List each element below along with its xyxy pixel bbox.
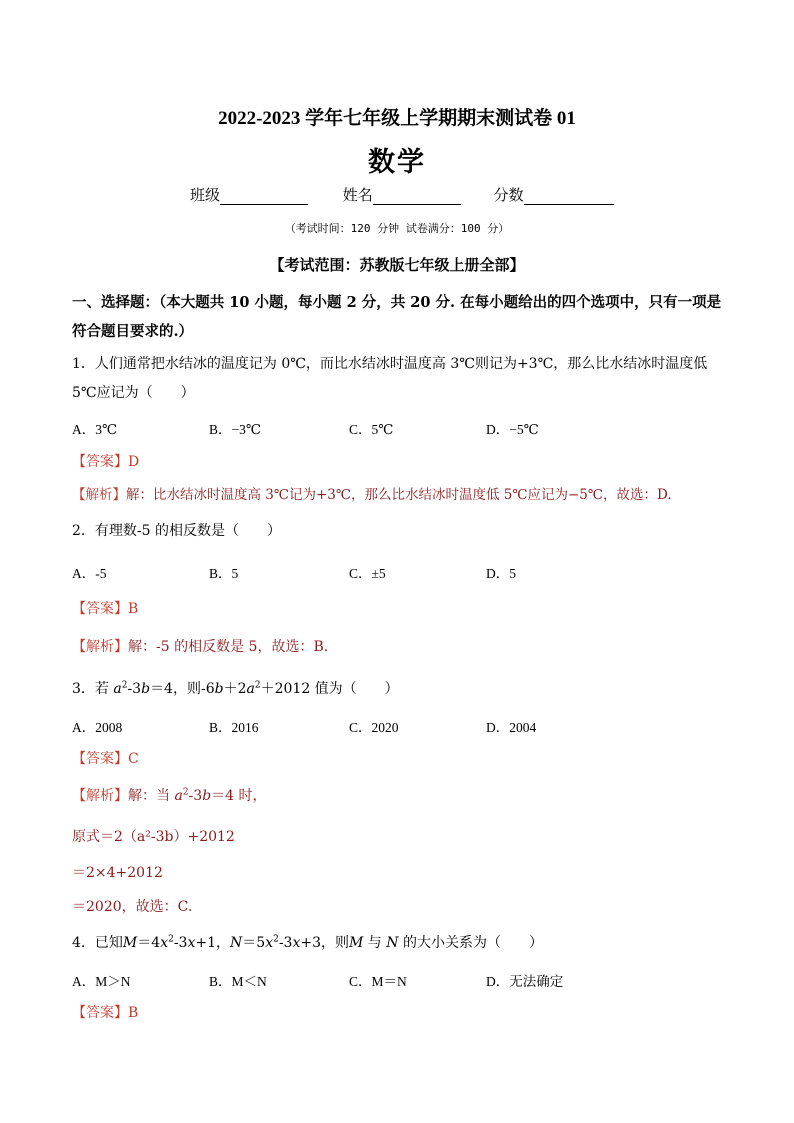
answer-label: 【答案】 <box>72 751 128 767</box>
q3-option-a: A．2008 <box>72 720 123 735</box>
q3-analysis-line-2: ＝2×4+2012 <box>72 865 163 881</box>
analysis-text: 解：比水结冰时温度高 3℃记为+3℃，那么比水结冰时温度低 5℃应记为−5℃，故选：D. <box>126 487 672 503</box>
analysis-label: 【解析】 <box>72 487 126 503</box>
stem-text: 4．已知 <box>72 935 123 951</box>
question-1-stem: 1．人们通常把水结冰的温度记为 0℃，而比水结冰时温度高 3℃则记为+3℃，那么比水结冰时温度低 5℃应记为（ ） <box>72 356 708 401</box>
exponent: 2 <box>121 680 128 691</box>
name-blank <box>373 188 461 205</box>
stem-text: +1， <box>195 935 231 951</box>
q3-analysis-line-3: ＝2020，故选：C. <box>72 899 193 915</box>
question-4-stem <box>72 932 543 952</box>
name-field <box>343 184 461 205</box>
q1-answer <box>72 451 139 471</box>
q2-option-b: B．5 <box>209 566 239 581</box>
analysis-fragment: ＝4 时， <box>211 788 267 804</box>
var-b: b <box>214 681 224 697</box>
q4-option-a: A．M＞N <box>72 974 131 989</box>
var-a: a <box>174 788 183 804</box>
stem-text: 3．若 <box>72 681 114 697</box>
q4-option-c: C．M＝N <box>349 974 407 989</box>
question-2-stem: 2．有理数-5 的相反数是（ ） <box>72 523 281 539</box>
q1-option-a: A．3℃ <box>72 422 118 437</box>
exponent: 2 <box>182 787 189 798</box>
answer-value: B <box>128 601 139 617</box>
stem-text: ＋2 <box>223 681 247 697</box>
stem-text: ＋2012 值为（ ） <box>260 681 399 697</box>
q2-analysis <box>72 636 328 656</box>
section-heading: 一、选择题：（本大题共 10 小题，每小题 2 分，共 20 分. 在每小题给出的四个选项中，只有一项是符合题目要求的.） <box>72 294 722 340</box>
answer-label: 【答案】 <box>72 454 128 470</box>
stem-text: ＝4 <box>137 935 161 951</box>
q1-option-c: C．5℃ <box>349 422 394 437</box>
q3-analysis <box>72 785 267 805</box>
var-x: x <box>187 935 196 951</box>
score-label: 分数 <box>493 186 524 204</box>
var-x: x <box>292 935 301 951</box>
q2-answer <box>72 598 138 618</box>
var-m: M <box>349 935 364 951</box>
q4-option-d: D．无法确定 <box>486 974 564 989</box>
score-blank <box>524 188 614 205</box>
q1-option-d: D．−5℃ <box>486 422 539 437</box>
class-blank <box>220 188 308 205</box>
var-a: a <box>246 681 255 697</box>
student-info-fields <box>190 184 614 205</box>
answer-value: D <box>128 454 140 470</box>
analysis-fragment: -3 <box>188 788 203 804</box>
stem-text: 与 <box>363 935 387 951</box>
q1-option-b: B．−3℃ <box>209 422 261 437</box>
class-label: 班级 <box>190 186 221 204</box>
var-b: b <box>202 788 212 804</box>
stem-text: -3 <box>173 935 188 951</box>
var-m: M <box>122 935 138 951</box>
subject-title: 数学 <box>368 147 426 178</box>
stem-text: ＝5 <box>242 935 266 951</box>
stem-text: ＝4，则-6 <box>150 681 215 697</box>
var-a: a <box>113 681 122 697</box>
exam-note: （考试时间：120 分钟 试卷满分：100 分） <box>284 222 510 235</box>
stem-text: -3 <box>127 681 142 697</box>
analysis-label: 【解析】 <box>72 639 128 655</box>
var-b: b <box>141 681 151 697</box>
q4-option-b: B．M＜N <box>209 974 267 989</box>
name-label: 姓名 <box>342 186 373 204</box>
q2-option-a: A．-5 <box>72 566 107 581</box>
exam-title: 2022-2023 学年七年级上学期期末测试卷 01 <box>218 108 576 129</box>
var-x: x <box>265 935 274 951</box>
q3-option-d: D．2004 <box>486 720 537 735</box>
var-x: x <box>160 935 169 951</box>
q2-option-c: C．±5 <box>349 566 386 581</box>
exponent: 2 <box>273 934 279 945</box>
exam-scope: 【考试范围：苏教版七年级上册全部】 <box>269 256 525 274</box>
var-n: N <box>386 935 399 951</box>
analysis-text: 解：-5 的相反数是 5，故选：B. <box>128 639 329 655</box>
q3-option-b: B．2016 <box>209 720 259 735</box>
stem-text: 的大小关系为（ ） <box>398 935 543 951</box>
answer-label: 【答案】 <box>72 1005 128 1021</box>
analysis-label: 【解析】 <box>72 788 128 804</box>
q3-analysis-line-1: 原式＝2（a²-3b）+2012 <box>72 829 235 845</box>
class-field <box>190 184 308 205</box>
answer-value: B <box>128 1005 139 1021</box>
q3-option-c: C．2020 <box>349 720 399 735</box>
q1-analysis <box>72 483 672 503</box>
exponent: 2 <box>168 934 174 945</box>
question-3-stem <box>72 678 399 698</box>
q4-answer <box>72 1002 138 1022</box>
analysis-text <box>128 788 267 804</box>
answer-value: C <box>128 751 139 767</box>
q3-answer <box>72 748 139 768</box>
q2-option-d: D．5 <box>486 566 516 581</box>
var-n: N <box>230 935 243 951</box>
stem-text: +3，则 <box>300 935 350 951</box>
stem-text: -3 <box>278 935 293 951</box>
analysis-fragment: 解：当 <box>128 788 175 804</box>
exponent: 2 <box>254 680 261 691</box>
score-field <box>494 184 614 205</box>
answer-label: 【答案】 <box>72 601 128 617</box>
